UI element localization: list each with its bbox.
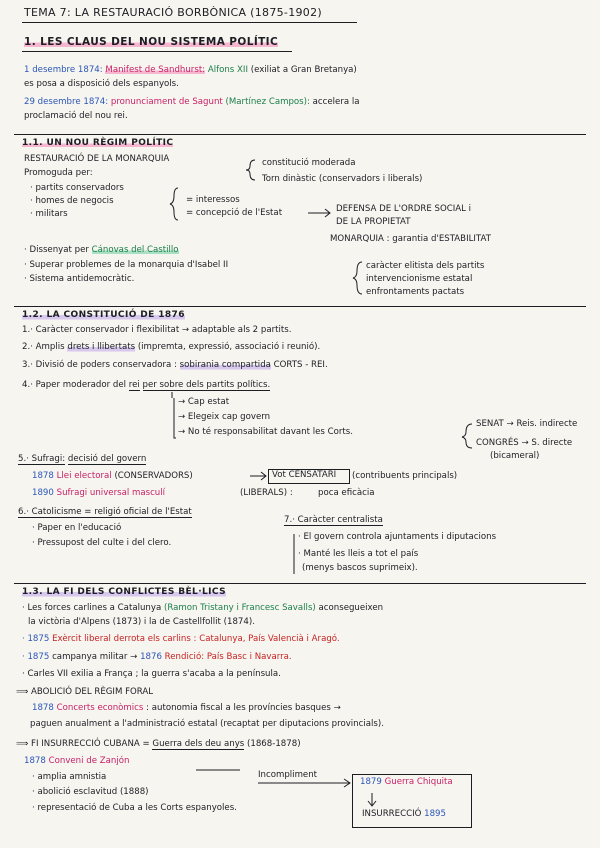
promoter-2: · homes de negocis <box>30 196 114 206</box>
victoria-alpens: la victòria d'Alpens (1873) i la de Castellfollit (1874). <box>28 617 255 627</box>
page-title: TEMA 7: LA RESTAURACIÓ BORBÒNICA (1875-1902) <box>24 6 322 19</box>
conveni-zanjon: 1878 Conveni de Zanjón <box>24 756 130 766</box>
sagunt-line-2: proclamació del nou rei. <box>24 111 128 121</box>
superar-problemes: · Superar problemes de la monarquia d'Isabel II <box>24 260 229 270</box>
poca-eficacia: poca eficàcia <box>318 488 375 498</box>
paper-educacio: · Paper en l'educació <box>32 523 122 533</box>
vot-censatari: Vot CENSATARI <box>272 470 337 480</box>
article-5: 5.· Sufragi: decisió del govern <box>18 454 147 464</box>
promoter-1: · partits conservadors <box>30 183 124 193</box>
king-role-3: → No té responsabilitat davant les Corts. <box>178 427 353 437</box>
sagunt-line: 29 desembre 1874: pronunciament de Sagunt (Martínez Campos): accelera la <box>24 97 360 107</box>
concepcio-estat: = concepció de l'Estat <box>186 208 283 218</box>
section-1-2-heading: 1.2. LA CONSTITUCIÓ DE 1876 <box>22 310 185 320</box>
concerts-economics: 1878 Concerts econòmics : autonomia fiscal a les províncies basques → <box>32 703 341 713</box>
representacio-cuba: · representació de Cuba a les Corts espanyoles. <box>32 803 237 813</box>
carles-vii: · Carles VII exilia a França ; la guerra s'acaba a la península. <box>22 669 281 679</box>
section-1-1-heading: 1.1. UN NOU RÈGIM POLÍTIC <box>22 138 174 148</box>
menys-bascos: (menys bascos suprimeix). <box>302 563 418 573</box>
campanya-militar: · 1875 campanya militar → 1876 Rendició: País Basc i Navarra. <box>22 652 292 662</box>
article-6: 6.· Catolicisme = religió oficial de l'Estat <box>18 507 192 517</box>
constitucio-moderada: constitució moderada <box>262 158 356 168</box>
article-3: 3.· Divisió de poders conservadora : sobirania compartida CORTS - REI. <box>22 360 328 370</box>
intervencionisme: intervencionisme estatal <box>366 274 473 284</box>
incompliment: Incompliment <box>258 770 318 780</box>
article-2: 2.· Amplis drets i llibertats (impremta, expressió, associació i reunió). <box>22 342 321 352</box>
interessos: = interessos <box>186 195 240 205</box>
restauracio-label: RESTAURACIÓ DE LA MONARQUIA <box>24 154 170 164</box>
enfrontaments-pactats: enfrontaments pactats <box>366 287 465 297</box>
article-4: 4.· Paper moderador del rei per sobre dels partits polítics. <box>22 380 271 390</box>
section-1-heading: 1. LES CLAUS DEL NOU SISTEMA POLÍTIC <box>24 36 279 48</box>
sandhurst-line-2: es posa a disposició dels espanyols. <box>24 79 179 89</box>
king-role-2: → Elegeix cap govern <box>178 412 271 422</box>
promoguda-per: Promoguda per: <box>24 168 93 178</box>
paguen-anualment: paguen anualment a l'administració estatal (recaptat per diputacions provincials). <box>30 719 384 729</box>
section-divider <box>14 583 586 584</box>
article-7: 7.· Caràcter centralista <box>284 515 383 525</box>
liberals: (LIBERALS) : <box>240 488 293 498</box>
promoter-3: · militars <box>30 209 68 219</box>
dissenyat-per: · Dissenyat per Cánovas del Castillo <box>24 245 179 255</box>
contribuents: (contribuents principals) <box>352 471 458 481</box>
antidemocratic: · Sistema antidemocràtic. <box>24 274 135 284</box>
forces-carlines: · Les forces carlines a Catalunya (Ramon Tristany i Francesc Savalls) aconsegueixen <box>22 603 384 613</box>
senat: SENAT → Reis. indirecte <box>476 419 578 429</box>
defensa-ordre-1: DEFENSA DE L'ORDRE SOCIAL i <box>336 204 472 214</box>
title-underline <box>22 22 357 23</box>
defensa-ordre-2: DE LA PROPIETAT <box>336 217 411 227</box>
section-divider <box>14 306 586 307</box>
insurreccio-1895: INSURRECCIÓ 1895 <box>362 809 446 819</box>
pressupost-culte: · Pressupost del culte i del clero. <box>32 538 172 548</box>
article-1: 1.· Caràcter conservador i flexibilitat → adaptable als 2 partits. <box>22 325 292 335</box>
king-role-1: → Cap estat <box>178 397 230 407</box>
sufragi-1890: 1890 Sufragi universal masculí <box>32 488 166 498</box>
exercit-liberal: · 1875 Exèrcit liberal derrota els carlins : Catalunya, País Valencià i Aragó. <box>22 634 340 644</box>
sandhurst-line: 1 desembre 1874: Manifest de Sandhurst: Alfons XII (exiliat a Gran Bretanya) <box>24 65 357 75</box>
abolicio-regim-foral: ⟹ ABOLICIÓ DEL RÈGIM FORAL <box>16 687 154 697</box>
guerra-chiquita: 1879 Guerra Chiquita <box>360 777 453 787</box>
llei-1878: 1878 Llei electoral (CONSERVADORS) <box>32 471 193 481</box>
section-1-underline <box>22 51 292 52</box>
mante-lleis: · Manté les lleis a tot el país <box>298 549 419 559</box>
fi-insurreccio-cubana: ⟹ FI INSURRECCIÓ CUBANA = Guerra dels deu anys (1868-1878) <box>16 739 301 749</box>
amplia-amnistia: · amplia amnistia <box>32 772 107 782</box>
caracter-elitista: caràcter elitista dels partits <box>366 261 485 271</box>
congres: CONGRÉS → S. directe <box>476 438 573 448</box>
bicameral: (bicameral) <box>490 451 540 461</box>
govern-controla: · El govern controla ajuntaments i diputacions <box>298 532 497 542</box>
torn-dinastic: Torn dinàstic (conservadors i liberals) <box>262 174 423 184</box>
section-divider <box>14 134 586 135</box>
abolicio-esclavitud: · abolició esclavitud (1888) <box>32 787 149 797</box>
monarquia-estabilitat: MONARQUIA : garantia d'ESTABILITAT <box>330 234 491 244</box>
section-1-3-heading: 1.3. LA FI DELS CONFLICTES BÈL·LICS <box>22 587 226 597</box>
